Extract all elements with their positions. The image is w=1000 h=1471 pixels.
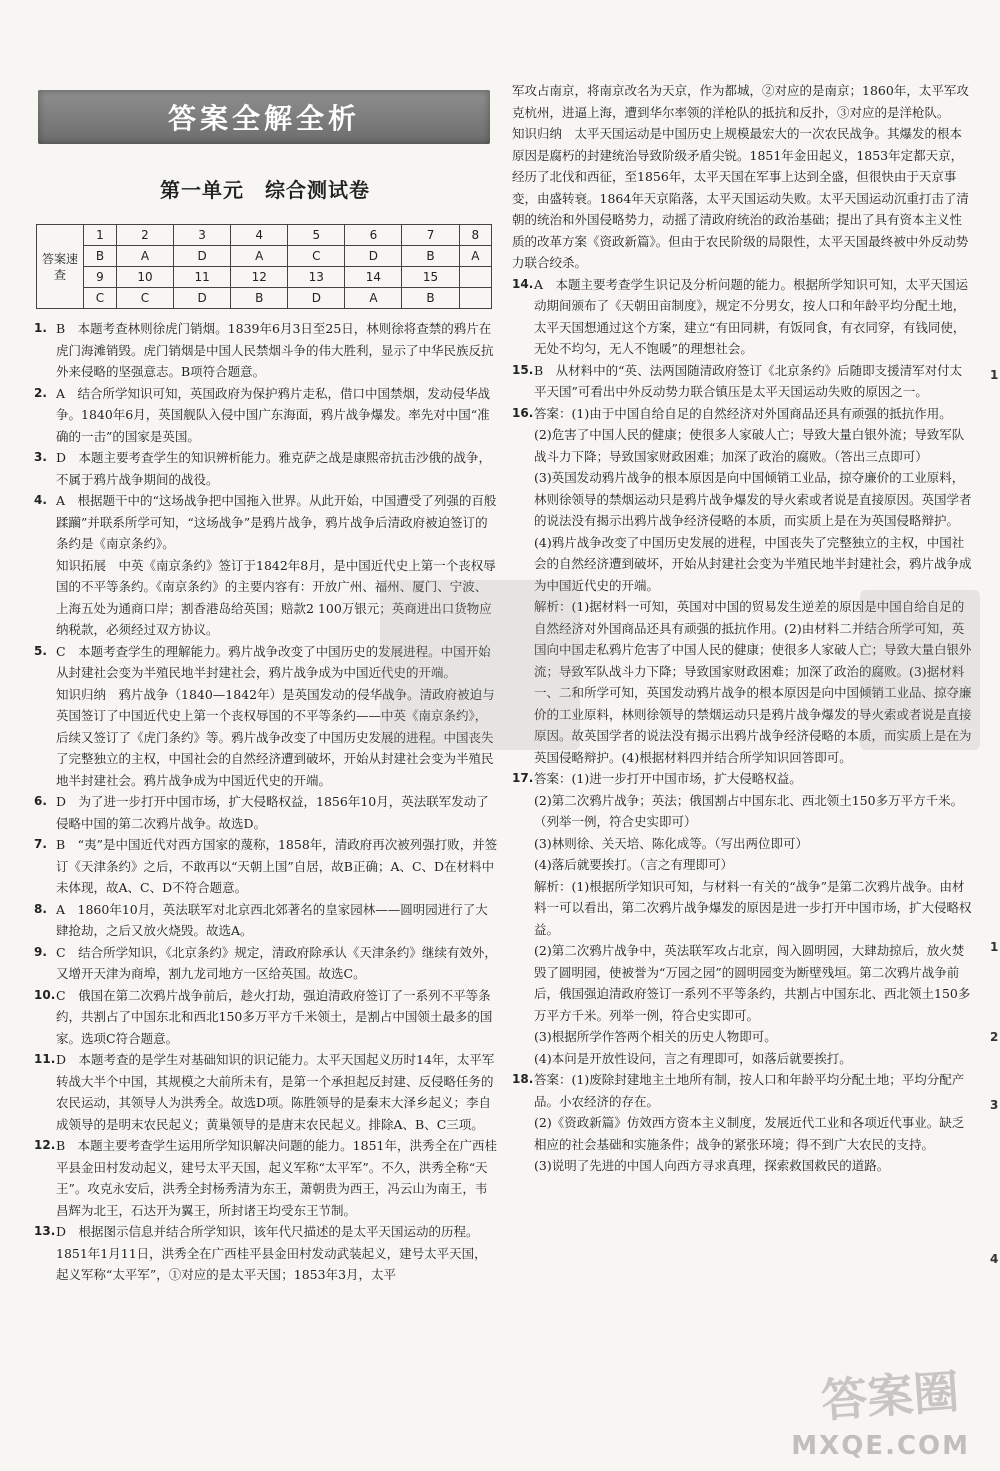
answer-item-number: 17.: [512, 771, 534, 785]
answer-item: [34, 641, 498, 684]
answer-item-paragraph: (2)《资政新篇》仿效西方资本主义制度，发展近代工业和各项近代事业。缺乏相应的社会基础和实施条件；战争的紧张环境；得不到广大农民的支持。: [534, 1115, 965, 1152]
answer-item: [34, 1221, 498, 1286]
answer-item-number: 12.: [34, 1138, 56, 1152]
table-cell: D: [174, 288, 231, 309]
answer-item-text: 答案：(1)废除封建地主土地所有制，按人口和年龄平均分配土地；平均分配产品。小农经济的存在。: [534, 1072, 965, 1109]
answer-item-text: D 本题主要考查学生的知识辨析能力。雅克萨之战是康熙帝抗击沙俄的战争，不属于鸦片战争期间的战役。: [56, 450, 492, 487]
watermark-url: MXQE.COM: [791, 1431, 970, 1461]
right-column-answers: [512, 80, 974, 1177]
answer-item-paragraph: (3)根据所学作答两个相关的历史人物即可。: [534, 1029, 777, 1044]
table-cell: [459, 267, 491, 288]
answer-item-number: 7.: [34, 837, 47, 851]
table-cell: B: [402, 246, 459, 267]
answer-item-text: 答案：(1)进一步打开中国市场，扩大侵略权益。: [534, 771, 802, 786]
table-cell: C: [84, 288, 117, 309]
table-cell: 8: [459, 225, 491, 246]
answer-item-paragraph: (2)危害了中国人民的健康；使很多人家破人亡；导致大量白银外流；导致军队战斗力下降；导致国家财政困难；加深了政治的腐败。（答出三点即可）: [534, 427, 965, 464]
answer-item-text: B 本题考查林则徐虎门销烟。1839年6月3日至25日，林则徐将查禁的鸦片在虎门海滩销毁。虎门销烟是中国人民禁烟斗争的伟大胜利，显示了中华民族反抗外来侵略的坚强意志。B项符合题意。: [56, 321, 494, 379]
answer-table-label-text: 答案速查: [41, 251, 78, 282]
answer-item: [512, 768, 974, 790]
margin-mark: 3: [990, 1098, 999, 1112]
answer-item-text: A 结合所学知识可知，英国政府为保护鸦片走私，借口中国禁烟，发动侵华战争。1840年6月，英国舰队入侵中国广东海面，鸦片战争爆发。率先对中国“准确的一击”的国家是英国。: [56, 385, 491, 444]
answer-table-label: [37, 225, 84, 309]
table-cell: 11: [174, 267, 231, 288]
table-cell: 7: [402, 225, 459, 246]
table-cell: C: [116, 288, 173, 309]
answer-item-paragraph: (4)本问是开放性设问，言之有理即可，如落后就要挨打。: [534, 1050, 852, 1066]
margin-mark: 4: [990, 1252, 999, 1266]
table-cell: [459, 288, 491, 309]
answer-item: [512, 274, 974, 360]
table-cell: D: [288, 288, 345, 309]
answer-item-text: B 从材料中的“英、法两国随清政府签订《北京条约》后随即支援清军对付太平天国”可看出中外反动势力联合镇压是太平天国运动失败的原因之一。: [534, 362, 963, 399]
table-cell: 10: [116, 267, 173, 288]
watermark-logo: 答案圈: [819, 1364, 961, 1428]
answer-item-text: C 结合所学知识，《北京条约》规定，清政府除承认《天津条约》继续有效外，又增开天津为商埠，割九龙司地方一区给英国。故选C。: [56, 944, 497, 981]
answer-item-number: 8.: [34, 901, 47, 916]
answer-item-number: 16.: [512, 405, 534, 420]
answer-item-text: C 本题考查学生的理解能力。鸦片战争改变了中国历史的发展进程。中国开始从封建社会变为半殖民地半封建社会，鸦片战争成为中国近代史的开端。: [56, 643, 491, 680]
answer-item: [34, 791, 498, 834]
table-cell: 1: [84, 225, 117, 246]
answer-item-paragraph: (2)第二次鸦片战争；英法；俄国割占中国东北、西北领土150多万平方千米。（列举一例，符合史实即可）: [534, 792, 964, 829]
answer-item: [34, 985, 498, 1050]
answer-item-paragraph: (4)落后就要挨打。（言之有理即可）: [534, 857, 733, 872]
answer-item-paragraph: 知识归纳 鸦片战争（1840—1842年）是英国发动的侵华战争。清政府被迫与英国签订了中国近代史上第一个丧权辱国的不平等条约——中英《南京条约》，后续又签订了《虎门条约》等。鸦片战争改变了中国历史发展的进程。中国丧失了完整独立的主权，中国社会的自然经济遭到破坏，开始从封建社会变为半殖民地半封建社会。鸦片战争成为中国近代史的开端。: [56, 686, 495, 788]
answer-item-number: 15.: [512, 362, 534, 377]
table-cell: C: [288, 246, 345, 267]
table-cell: 13: [288, 267, 345, 288]
answer-item: [34, 490, 498, 555]
answer-item: [34, 834, 498, 899]
margin-mark: 1: [990, 368, 999, 382]
answer-item: [34, 942, 498, 985]
answer-item-number: 18.: [512, 1072, 534, 1086]
table-cell: 12: [231, 267, 288, 288]
answer-item-paragraph: (3)英国发动鸦片战争的根本原因是向中国倾销工业品，掠夺廉价的工业原料，林则徐领导的禁烟运动只是鸦片战争爆发的导火索或者说是直接原因。英国学者的说法没有揭示出鸦片战争经济侵略的本质，而实质上是在为英国侵略辩护。: [534, 470, 972, 528]
table-cell: D: [174, 246, 231, 267]
margin-mark: 2: [990, 1030, 999, 1044]
answer-item-paragraph: 知识拓展 中英《南京条约》签订于1842年8月，是中国近代史上第一个丧权辱国的不平等条约。《南京条约》的主要内容有：开放广州、福州、厦门、宁波、上海五处为通商口岸；割香港岛给英国；赔款2 100万银元；英商进出口货物应纳税款，必须经过双方协议。: [56, 557, 496, 637]
answer-item: [512, 360, 974, 403]
answer-item-text: D 为了进一步打开中国市场，扩大侵略权益，1856年10月，英法联军发动了侵略中国的第二次鸦片战争。故选D。: [56, 794, 489, 831]
answer-item-text: C 俄国在第二次鸦片战争前后，趁火打劫，强迫清政府签订了一系列不平等条约，共割占了中国东北和西北150多万平方千米领土，是割占中国领土最多的国家。选项C符合题意。: [56, 987, 493, 1046]
answer-item: [512, 403, 974, 425]
answer-item-paragraph: (3)林则徐、关天培、陈化成等。（写出两位即可）: [534, 835, 808, 851]
answer-item-number: 9.: [34, 944, 47, 959]
answer-item-paragraph: 解析：(1)据材料一可知，英国对中国的贸易发生逆差的原因是中国自给自足的自然经济对外国商品还具有顽强的抵抗作用。(2)由材料二并结合所学可知，英国向中国走私鸦片危害了中国人民的健康；使很多人家破人亡；导致大量白银外流；导致军队战斗力下降；导致国家财政困难；加深了政治的腐败。(3)据材料一、二和所学可知，英国发动鸦片战争的根本原因是向中国倾销工业品、掠夺廉价的工业原料，林则徐领导的禁烟运动只是鸦片战争爆发的导火索或者说是直接原因。故英国学者的说法没有揭示出鸦片战争经济侵略的本质，而实质上是在为英国侵略辩护。(4)根据材料四并结合所学知识回答即可。: [534, 599, 972, 765]
answer-item-number: 5.: [34, 643, 47, 658]
answer-item-number: 14.: [512, 276, 534, 291]
answer-item: [512, 1069, 974, 1112]
answer-quick-check-table: [36, 224, 492, 309]
table-cell: B: [402, 288, 459, 309]
answer-item-text: A 1860年10月，英法联军对北京西北郊著名的皇家园林——圆明园进行了大肆抢劫，之后又放火烧毁。故选A。: [56, 901, 488, 938]
answer-item-number: 6.: [34, 794, 47, 808]
table-cell: B: [231, 288, 288, 309]
answer-item: [34, 383, 498, 448]
left-column-answers: [34, 318, 498, 1286]
answer-item-number: 3.: [34, 450, 47, 464]
answer-item-number: 10.: [34, 987, 56, 1002]
answer-item: [512, 80, 974, 123]
page-title-banner: [38, 90, 490, 144]
answer-item-number: 2.: [34, 385, 47, 400]
answer-item: [34, 1049, 498, 1135]
answer-item-text: A 根据题干中的“这场战争把中国拖入世界。从此开始，中国遭受了列强的百般蹂躏”并联系所学可知，“这场战争”是鸦片战争，鸦片战争后清政府被迫签订的条约是《南京条约》。: [56, 493, 497, 551]
answer-item-paragraph: 知识归纳 太平天国运动是中国历史上规模最宏大的一次农民战争。其爆发的根本原因是腐朽的封建统治导致阶级矛盾尖锐。1851年金田起义，1853年定都天京，经历了北伐和西征，至1856年，太平天国在军事上达到全盛，但很快由于天京事变，由盛转衰。1864年天京陷落，太平天国运动失败。太平天国运动沉重打击了清朝的统治和外国侵略势力，动摇了清政府统治的政治基础；提出了具有资本主义性质的改革方案《资政新篇》。但由于农民阶级的局限性，太平天国最终被中外反动势力联合绞杀。: [512, 126, 969, 270]
answer-item-text: D 本题考查的是学生对基础知识的识记能力。太平天国起义历时14年，太平军转战大半个中国，其规模之大前所未有，是第一个承担起反封建、反侵略任务的农民运动，其领导人为洪秀全。故选D项。陈胜领导的是秦末大泽乡起义；李自成领导的是明末农民起义；黄巢领导的是唐末农民起义。排除A、B、C三项。: [56, 1052, 495, 1132]
unit-title: 第一单元 综合测试卷: [160, 178, 370, 202]
table-cell: B: [84, 246, 117, 267]
table-cell: D: [345, 246, 402, 267]
answer-item-text: B “夷”是中国近代对西方国家的蔑称，1858年，清政府再次被列强打败，并签订《天津条约》之后，不敢再以“天朝上国”自居，故B正确；A、C、D在材料中未体现，故A、C、D不符合题意。: [56, 837, 498, 895]
answer-item-paragraph: (4)鸦片战争改变了中国历史发展的进程，中国丧失了完整独立的主权，中国社会的自然经济遭到破坏，开始从封建社会变为半殖民地半封建社会，鸦片战争成为中国近代史的开端。: [534, 534, 972, 593]
table-cell: A: [231, 246, 288, 267]
table-cell: 3: [174, 225, 231, 246]
answer-item: [34, 318, 498, 383]
margin-mark: 1: [990, 940, 999, 954]
answer-item-paragraph: (3)说明了先进的中国人向西方寻求真理，探索救国救民的道路。: [534, 1158, 890, 1173]
answer-item-number: 11.: [34, 1052, 56, 1066]
table-cell: 14: [345, 267, 402, 288]
answer-item-number: 4.: [34, 493, 47, 507]
table-cell: A: [345, 288, 402, 309]
page-title: 答案全解全析: [167, 102, 360, 135]
answer-item-text: 军攻占南京，将南京改名为天京，作为都城，②对应的是南京；1860年，太平军攻克杭州，进逼上海，遭到华尔率领的洋枪队的抵抗和反扑，③对应的是洋枪队。: [512, 83, 969, 120]
table-cell: 5: [288, 225, 345, 246]
answer-item: [34, 1135, 498, 1221]
table-cell: 9: [84, 267, 117, 288]
answer-item-text: B 本题主要考查学生运用所学知识解决问题的能力。1851年，洪秀全在广西桂平县金田村发动起义，建号太平天国，起义军称“太平军”。不久，洪秀全称“天王”。攻克永安后，洪秀全封杨秀清为东王，萧朝贵为西王，冯云山为南王，韦昌辉为北王，石达开为翼王，所封诸王均受东王节制。: [56, 1138, 497, 1218]
table-cell: 2: [116, 225, 173, 246]
answer-item-text: A 本题主要考查学生识记及分析问题的能力。根据所学知识可知，太平天国运动期间颁布了《天朝田亩制度》，规定不分男女，按人口和年龄平均分配土地，太平天国想通过这个方案，建立“有田同耕，有饭同食，有衣同穿，有钱同使，无处不均匀，无人不饱暖”的理想社会。: [534, 276, 969, 356]
answer-item-paragraph: (2)第二次鸦片战争中，英法联军攻占北京，闯入圆明园，大肆劫掠后，放火焚毁了圆明园，使被誉为“万园之园”的圆明园变为断壁残垣。第二次鸦片战争前后，俄国强迫清政府签订一系列不平等条约，共割占中国东北、西北领土150多万平方千米。列举一例，符合史实即可。: [534, 943, 971, 1023]
table-cell: 6: [345, 225, 402, 246]
answer-item-text: 答案：(1)由于中国自给自足的自然经济对外国商品还具有顽强的抵抗作用。: [534, 405, 952, 421]
answer-item-number: 1.: [34, 321, 47, 335]
answer-item-paragraph: 解析：(1)根据所学知识可知，与材料一有关的“战争”是第二次鸦片战争。由材料一可以看出，第二次鸦片战争爆发的原因是进一步打开中国市场，扩大侵略权益。: [534, 878, 972, 937]
answer-item: [34, 447, 498, 490]
answer-item-text: D 根据图示信息并结合所学知识，该年代尺描述的是太平天国运动的历程。1851年1月11日，洪秀全在广西桂平县金田村发动武装起义，建号太平天国，起义军称“太平军”，①对应的是太平天国；1853年3月，太平: [56, 1224, 487, 1282]
table-cell: 4: [231, 225, 288, 246]
table-cell: A: [459, 246, 491, 267]
answer-item: [34, 899, 498, 942]
table-cell: 15: [402, 267, 459, 288]
answer-item-number: 13.: [34, 1224, 56, 1238]
table-cell: A: [116, 246, 173, 267]
